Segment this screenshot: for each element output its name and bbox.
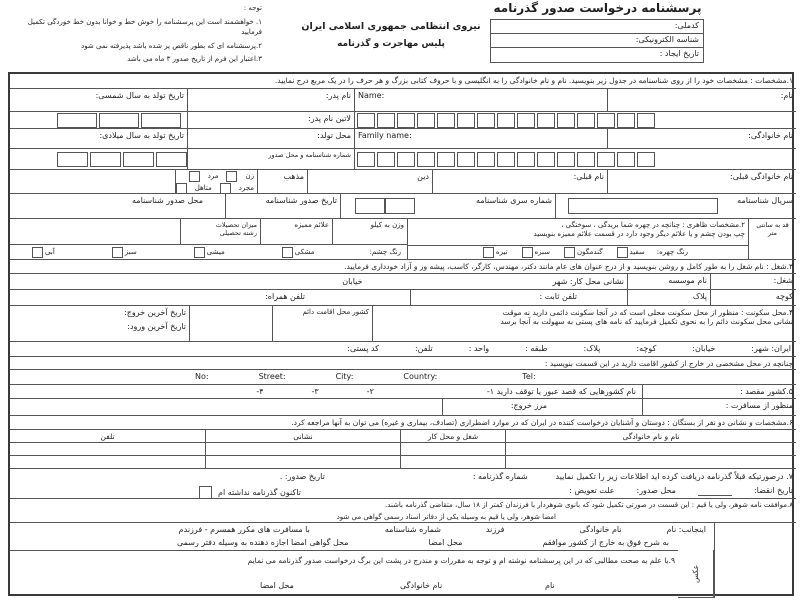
- destination-country-label: ۵.کشور مقصد :: [739, 387, 793, 396]
- section4-header-line2: نشانی محل سکونت دائم را به نحوی تکمیل فرمایید که نامه های پستی به سهولت به آنجا برسد: [500, 317, 793, 327]
- birth-date-solar-label: تاریخ تولد به سال شمسی:: [95, 91, 184, 100]
- org-name-label: نام موسسه: [668, 276, 707, 285]
- father-latin-field[interactable]: [187, 112, 354, 129]
- org-header: [297, 21, 485, 49]
- id-series-label: شماره سری شناسنامه: [476, 196, 552, 205]
- id-issue-date-field[interactable]: [225, 194, 340, 219]
- face-color-white-checkbox[interactable]: [617, 247, 628, 258]
- section9-block: [10, 550, 678, 598]
- date-box[interactable]: [57, 113, 97, 128]
- sect-label: مذهب: [283, 172, 304, 181]
- work-address-label: نشانی محل کار: شهر: [552, 276, 624, 286]
- section8-header-line2: امضا شوهر، ولی یا قیم به وسیله یکی از دفاتر اسناد رسمی گواهی می شود: [336, 513, 556, 521]
- section7-row2: [10, 484, 796, 499]
- notes-heading: توجه :: [243, 4, 262, 12]
- id-table: [490, 19, 704, 63]
- single-label: مجرد: [238, 184, 254, 193]
- section4-header: [372, 306, 796, 342]
- landline-field[interactable]: [410, 290, 627, 306]
- transit-2-label: ۲-: [366, 386, 374, 396]
- section1-header: ۱.مشخصات : مشخصات خود را از روی شناسنامه در جدول زیر بنویسید. نام و نام خانوادگی را به انگلیسی و با حروف کتابی بزرگ و هر حرف را در یک مربع درج نمایید.: [10, 74, 796, 89]
- education-label: میزان تحصیلات: [215, 221, 257, 229]
- id-number-issue-field[interactable]: [187, 149, 354, 170]
- photo-side-label: عکس: [678, 550, 714, 598]
- contacts-col-job: شغل و محل کار: [400, 430, 505, 443]
- section7-row1: [10, 469, 796, 484]
- destination-country-field[interactable]: [642, 385, 796, 399]
- face-color-dark-label: تیره: [495, 248, 508, 257]
- eye-color-row: [10, 245, 407, 260]
- prev-family-label: نام خانوادگی قبلی:: [730, 172, 793, 181]
- exit-border-label: مرز خروج:: [510, 401, 547, 410]
- letter-box[interactable]: [637, 152, 655, 167]
- work-alley-label: کوچه: [775, 292, 793, 301]
- section2-header: [407, 219, 748, 245]
- name-field[interactable]: [607, 89, 796, 112]
- marks-label: علائم ممیزه: [294, 221, 329, 229]
- id-serial-label: سریال شناسنامه: [737, 196, 793, 205]
- guardian-consent-row1[interactable]: [10, 522, 714, 536]
- phone-label: تلفن:: [414, 344, 433, 353]
- org-line2: پلیس مهاجرت و گذرنامه: [337, 39, 445, 49]
- date-box[interactable]: [99, 113, 139, 128]
- work-address-field[interactable]: [10, 274, 627, 290]
- sect-field[interactable]: [257, 170, 307, 194]
- form-body: [8, 72, 794, 596]
- applicant-label: اینجانب: نام: [666, 524, 706, 534]
- face-color-option: [481, 247, 508, 258]
- letter-box[interactable]: [397, 113, 415, 128]
- letter-box[interactable]: [437, 152, 455, 167]
- eye-color-option: [30, 247, 55, 258]
- letter-box[interactable]: [557, 152, 575, 167]
- empty-cell[interactable]: [10, 170, 175, 194]
- birth-date-gregorian-field[interactable]: [10, 129, 187, 149]
- contacts-col-phone: تلفن: [10, 430, 205, 443]
- letter-box[interactable]: [577, 152, 595, 167]
- male-label: مرد: [207, 172, 219, 181]
- date-box-row: [57, 113, 185, 128]
- letter-box[interactable]: [537, 152, 555, 167]
- eye-color-green-label: سبز: [124, 247, 137, 256]
- prev-family-field[interactable]: [607, 170, 796, 194]
- iran-address-row[interactable]: [10, 342, 796, 357]
- height-field[interactable]: [748, 219, 796, 260]
- religion-field[interactable]: [307, 170, 432, 194]
- birth-place-field[interactable]: [187, 129, 354, 149]
- eye-color-option: [280, 247, 315, 258]
- electronic-id-label: شناسه الکترونیکی:: [635, 35, 699, 44]
- expiry-blank-line[interactable]: [698, 487, 732, 496]
- contact-row2-phone[interactable]: [10, 456, 205, 469]
- name-en-letter-boxes: [354, 112, 796, 129]
- notes-block: [10, 3, 262, 68]
- mobile-field[interactable]: [10, 290, 410, 306]
- exit-border-field[interactable]: [442, 399, 642, 416]
- empty-cell[interactable]: [10, 219, 180, 245]
- section4-header-line1: ۴.محل سکونت : منظور از محل سکونت محلی است که در آنجا سکونت دائمی دارید نه موقت: [502, 308, 793, 317]
- passport-issue-date-label: تاریخ صدور: .: [279, 471, 325, 481]
- contact-row1-address[interactable]: [205, 443, 400, 456]
- eye-color-hazel-checkbox[interactable]: [194, 247, 205, 258]
- alley-label: کوچه:: [636, 344, 657, 353]
- abroad-note-row: چنانچه در محل مشخصی در خارج از کشور اقامت دارید در این قسمت بنویسید :: [10, 357, 796, 370]
- face-color-wheat-label: گندمگون: [577, 248, 603, 257]
- creation-date-field[interactable]: [491, 48, 703, 62]
- id-serial-field: [555, 194, 796, 219]
- height-label: قد به سانتی متر: [756, 221, 789, 238]
- prev-name-label: نام قبلی:: [573, 172, 604, 181]
- eye-color-blue-checkbox[interactable]: [32, 247, 43, 258]
- letter-box[interactable]: [457, 152, 475, 167]
- id-number-issue-label: شماره شناسنامه و محل صدور: [268, 151, 351, 159]
- family-name-label: نام خانوادگی:: [748, 131, 793, 140]
- travel-dates-field[interactable]: [10, 306, 189, 342]
- landline-label: تلفن ثابت :: [539, 292, 577, 301]
- weight-field[interactable]: [332, 219, 407, 245]
- face-color-white-label: سفید: [629, 248, 645, 257]
- section8-header-line1: ۸.موافقت نامه شوهر، ولی یا قیم : این قسمت در صورتی تکمیل شود که بانوی شوهردار یا فرزندان کمتر از ۱۸ سال، متقاضی گذرنامه باشند.: [385, 501, 793, 509]
- section3-header: ۳.شغل : نام شغل را به طور کامل و روشن بنویسید و از درج عنوان های عام مانند دکتر، مهندس، کارگر، کاسب، پیشه ور و آزاد خودداری فرمایید.: [10, 260, 796, 274]
- female-label: زن: [245, 172, 254, 181]
- id-issue-place-field[interactable]: [10, 194, 225, 219]
- eye-color-option: [192, 247, 225, 258]
- work-alley-field[interactable]: [710, 290, 796, 306]
- letter-box[interactable]: [377, 152, 395, 167]
- birth-gregorian-boxes: [10, 149, 187, 170]
- letter-box[interactable]: [357, 113, 375, 128]
- electronic-id-field[interactable]: [491, 34, 703, 48]
- sign-family-label: نام خانوادگی: [400, 581, 443, 590]
- letter-box-row: [357, 152, 794, 167]
- gender-marital-field: [175, 170, 257, 194]
- org-name-field[interactable]: [627, 274, 710, 290]
- no-passport-label: تاکنون گذرنامه نداشته ام: [218, 487, 301, 497]
- contact-row1-name[interactable]: [505, 443, 796, 456]
- passport-issue-place-label: محل صدور:: [636, 486, 676, 495]
- date-box[interactable]: [57, 152, 88, 167]
- no-passport-checkbox[interactable]: [199, 486, 212, 499]
- letter-box[interactable]: [537, 113, 555, 128]
- weight-label: وزن به کیلو: [370, 221, 404, 229]
- guardian-sign-place-label: محل امضا: [428, 538, 463, 547]
- contacts-col-address: نشانی: [205, 430, 400, 443]
- letter-box[interactable]: [617, 113, 635, 128]
- travel-purpose-field[interactable]: [642, 399, 796, 416]
- mobile-label: تلفن همراه:: [265, 292, 305, 301]
- job-field[interactable]: [710, 274, 796, 290]
- study-field-label: رشته تحصیلی: [219, 229, 257, 238]
- latin-address-row[interactable]: [10, 370, 796, 385]
- note-item-1: ۱. خواهشمند است این پرسشنامه را خوش خط و خوانا بدون خط خوردگی تکمیل فرمایید: [27, 17, 262, 36]
- latin-no-label: No:: [195, 372, 209, 381]
- father-name-field[interactable]: [187, 89, 354, 112]
- letter-box[interactable]: [437, 113, 455, 128]
- letter-box[interactable]: [417, 152, 435, 167]
- series-box[interactable]: [355, 198, 385, 214]
- face-color-row: [407, 245, 748, 260]
- plate-label: پلاک:: [583, 344, 601, 353]
- transit-countries-field[interactable]: [10, 385, 642, 399]
- section6-header: ۶.مشخصات و نشانی دو نفر از بستگان : دوستان و آشنایان درخواست کننده در ایران که در موارد اضطراری (تصادف، بیماری و غیره) می توان به آنها مراجعه کرد.: [10, 416, 796, 430]
- letter-box[interactable]: [357, 152, 375, 167]
- letter-box[interactable]: [597, 152, 615, 167]
- family-name-field[interactable]: [607, 129, 796, 149]
- latin-country-label: Country:: [403, 372, 438, 381]
- date-box-row: [57, 152, 185, 167]
- creation-date-label: تاریخ ایجاد :: [659, 49, 699, 58]
- form-title: پرسشنامه درخواست صدور گذرنامه: [493, 1, 702, 15]
- series-box[interactable]: [385, 198, 415, 214]
- face-color-olive-checkbox[interactable]: [522, 247, 533, 258]
- section2-header-line1: ۲.مشخصات ظاهری : چنانچه در چهره شما بریدگی ، سوختگی ،: [561, 221, 745, 229]
- org-line1: نیروی انتظامی جمهوری اسلامی ایران: [301, 21, 481, 32]
- date-box[interactable]: [156, 152, 187, 167]
- letter-box[interactable]: [577, 113, 595, 128]
- street-label: خیابان:: [692, 344, 716, 353]
- face-color-olive-label: سبزه: [534, 248, 551, 257]
- contact-row2-job[interactable]: [400, 456, 505, 469]
- contact-row1-phone[interactable]: [10, 443, 205, 456]
- iran-city-label: ایران: شهر:: [751, 344, 791, 353]
- eye-color-black-label: مشکی: [294, 247, 315, 256]
- sign-name-label: نام: [545, 581, 555, 590]
- face-color-dark-checkbox[interactable]: [483, 247, 494, 258]
- guardian-id-no-label: شماره شناسنامه: [384, 524, 441, 534]
- date-box[interactable]: [141, 113, 181, 128]
- guardian-consent-row2[interactable]: [10, 536, 714, 550]
- married-label: متاهل: [194, 184, 212, 193]
- national-code-field[interactable]: [491, 20, 703, 34]
- photo-box[interactable]: [714, 522, 796, 598]
- letter-box[interactable]: [497, 152, 515, 167]
- single-checkbox[interactable]: [220, 183, 231, 194]
- letter-box[interactable]: [477, 152, 495, 167]
- gender-row: [179, 171, 254, 182]
- face-color-option: [520, 247, 551, 258]
- face-color-option: [615, 247, 645, 258]
- latin-tel-label: Tel:: [522, 372, 536, 381]
- section2-header-line2: چپ بودن چشم و یا علائم دیگر وجود دارد در قسمت علائم ممیزه بنویسید: [533, 229, 745, 238]
- note-item-2: ۲.پرسشنامه ای که بطور ناقص پر شده باشد پذیرفته نمی شود: [81, 41, 262, 50]
- letter-box[interactable]: [417, 113, 435, 128]
- female-checkbox[interactable]: [226, 171, 237, 182]
- face-color-label: رنگ چهره:: [656, 248, 688, 257]
- floor-label: طبقه :: [525, 344, 548, 353]
- note-item-3: ۳.اعتبار این فرم از تاریخ صدور ۳ ماه می باشد: [127, 55, 262, 63]
- marital-row: [179, 183, 254, 194]
- contact-row1-job[interactable]: [400, 443, 505, 456]
- birth-place-label: محل تولد:: [317, 131, 351, 140]
- empty-cell[interactable]: [189, 306, 272, 342]
- last-entry-label: تاریخ آخرین ورود:: [127, 322, 186, 331]
- face-color-wheat-checkbox[interactable]: [564, 247, 575, 258]
- letter-box[interactable]: [457, 113, 475, 128]
- family-name-en-label: Family name:: [358, 131, 412, 140]
- name-label: نام:: [780, 91, 793, 100]
- transit-label: نام کشورهایی که قصد عبور یا توقف دارید ۱-: [486, 386, 636, 396]
- permanent-country-label: کشور محل اقامت دائم: [302, 308, 369, 316]
- letter-box[interactable]: [377, 113, 395, 128]
- family-name-en-field[interactable]: [354, 129, 607, 149]
- permanent-country-field[interactable]: [272, 306, 372, 342]
- passport-no-label: شماره گذرنامه :: [472, 471, 528, 481]
- letter-box[interactable]: [597, 113, 615, 128]
- father-latin-label: لاتین نام پدر:: [308, 114, 351, 123]
- marks-field[interactable]: [260, 219, 332, 245]
- contact-row2-name[interactable]: [505, 456, 796, 469]
- date-box[interactable]: [90, 152, 121, 167]
- eye-color-blue-label: آبی: [45, 247, 55, 256]
- letter-box[interactable]: [617, 152, 635, 167]
- transit-4-label: ۴-: [256, 386, 264, 396]
- religion-label: دین: [417, 172, 429, 181]
- travel-purpose-label: منظور از مسافرت :: [725, 401, 793, 410]
- letter-box[interactable]: [397, 152, 415, 167]
- last-exit-label: تاریخ آخرین خروج:: [124, 308, 186, 317]
- date-box[interactable]: [123, 152, 154, 167]
- latin-street-label: Street:: [258, 372, 286, 381]
- eye-color-option: [110, 247, 137, 258]
- national-code-label: کدملی:: [674, 21, 699, 30]
- transit-3-label: ۳-: [311, 386, 319, 396]
- contacts-col-name: نام و نام خانوادگی: [505, 430, 796, 443]
- id-issue-place-label: محل صدور شناسنامه: [132, 196, 203, 205]
- eye-color-green-checkbox[interactable]: [112, 247, 123, 258]
- id-serial-input-box[interactable]: [568, 198, 718, 214]
- father-name-label: نام پدر:: [325, 91, 351, 100]
- id-series-boxes: [355, 198, 415, 214]
- unit-label: واحد :: [468, 344, 490, 353]
- eye-color-hazel-label: میشی: [206, 247, 225, 256]
- letter-box[interactable]: [517, 113, 535, 128]
- education-field[interactable]: [180, 219, 260, 245]
- replace-reason-label: علت تعویض :: [569, 486, 615, 495]
- birth-date-gregorian-label: تاریخ تولد به سال میلادی:: [99, 131, 184, 140]
- married-checkbox[interactable]: [176, 183, 187, 194]
- guardian-family-label: نام خانوادگی: [579, 524, 622, 534]
- letter-box-row: [357, 113, 794, 128]
- birth-date-solar-field[interactable]: [10, 89, 187, 112]
- eye-color-black-checkbox[interactable]: [282, 247, 293, 258]
- postal-label: کد پستی:: [347, 344, 379, 353]
- sign-place-label: محل امضا: [260, 581, 294, 590]
- work-plate-label: پلاک: [692, 292, 707, 301]
- expiry-label: تاریخ انقضا:: [753, 486, 793, 495]
- work-plate-field[interactable]: [627, 290, 710, 306]
- letter-box[interactable]: [637, 113, 655, 128]
- guardian-child-label: فرزند: [485, 524, 505, 534]
- id-series-field: [340, 194, 555, 219]
- repeated-trips-label: با مسافرت های مکرر همسرم - فرزندم: [178, 524, 310, 534]
- eye-color-label: رنگ چشم:: [369, 247, 401, 256]
- contact-row2-address[interactable]: [205, 456, 400, 469]
- male-checkbox[interactable]: [189, 171, 200, 182]
- job-label: شغل:: [773, 276, 793, 285]
- no-passport-field: [197, 486, 301, 499]
- letter-box[interactable]: [497, 113, 515, 128]
- birth-solar-boxes: [10, 112, 187, 129]
- latin-city-label: City:: [335, 372, 354, 381]
- section7-header: ۷. درصورتیکه قبلاً گذرنامه دریافت کرده اید اطلاعات زیر را تکمیل نمایید: [555, 471, 793, 481]
- letter-box[interactable]: [557, 113, 575, 128]
- id-issue-date-label: تاریخ صدور شناسنامه: [265, 196, 337, 205]
- prev-name-field[interactable]: [432, 170, 607, 194]
- letter-box[interactable]: [517, 152, 535, 167]
- face-color-option: [562, 247, 603, 258]
- name-en-label: Name:: [358, 91, 385, 100]
- name-en-field[interactable]: [354, 89, 607, 112]
- section9-header: ۹.با علم به صحت مطالبی که در این پرسشنامه نوشته ام و توجه به مقررات و مندرج در پشت این برگ درخواست صدور گذرنامه می نمایم: [247, 556, 675, 565]
- letter-box[interactable]: [477, 113, 495, 128]
- empty-cell[interactable]: [10, 399, 442, 416]
- family-en-letter-boxes: [354, 149, 796, 170]
- work-street-label: خیابان: [342, 276, 363, 286]
- notary-label: محل گواهی امضا اجازه دهنده به وسیله دفتر رسمی: [176, 538, 349, 547]
- agree-label: به شرح فوق به خارج از کشور موافقم: [542, 538, 669, 547]
